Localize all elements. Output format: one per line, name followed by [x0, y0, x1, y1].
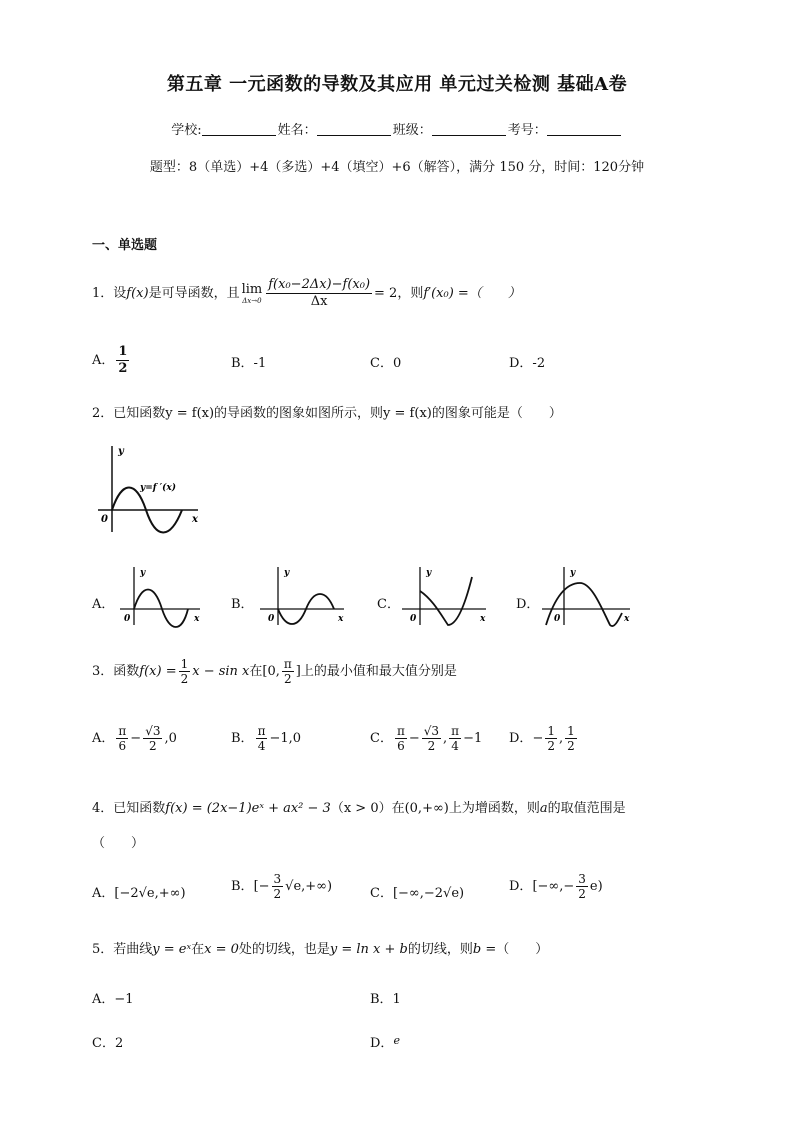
svg-text:y: y	[140, 568, 146, 578]
svg-text:y: y	[118, 446, 124, 457]
class-label: 班级：	[392, 123, 432, 138]
q2-option-a-label: A．	[92, 597, 115, 612]
id-blank	[547, 123, 621, 136]
q1-fraction: $\frac{\text{f(x₀−2Δx)−f(x₀)}}{\Delta x}$	[268, 277, 371, 309]
svg-text:y: y	[426, 568, 432, 578]
q2-option-c-graph	[398, 563, 490, 629]
q2-option-d-graph	[538, 563, 634, 629]
q2-option-b-label: B．	[231, 597, 254, 612]
question-4-paren: （ ）	[92, 836, 145, 851]
question-3: 3．函数f(x) = $\frac{1}{2}$ x − sin x在[0, $\frac{\pi}{2}$ ]上的最小值和最大值分别是	[92, 657, 457, 686]
q1-eq: = 2，则	[374, 286, 424, 301]
svg-text:0: 0	[554, 614, 561, 624]
q2-option-c-label: C．	[377, 597, 400, 612]
q1-limit: lim Δx→0	[241, 282, 263, 305]
q4-option-d: D．[−∞,− $\frac{3}{2}$ e)	[509, 872, 603, 901]
svg-text:y: y	[570, 568, 576, 578]
q5-option-d: D．$^e$	[370, 1034, 400, 1051]
q3-option-a: A． $\frac{\pi}{6}$ − $\frac{√3}{2}$ ,0	[92, 724, 177, 753]
q1-option-b: B．-1	[231, 356, 267, 371]
question-2: 2．已知函数y = f(x)的导函数的图象如图所示，则y = f(x)的图象可能是（ ）	[92, 406, 562, 421]
q2-option-d-label: D．	[516, 597, 540, 612]
svg-text:x: x	[480, 614, 486, 624]
q1-tail: f′(x₀) =（ ）	[423, 286, 521, 301]
name-blank	[317, 123, 391, 136]
q4-option-b: B．[− $\frac{3}{2}$ √e,+∞)	[231, 872, 333, 901]
svg-text:y: y	[284, 568, 290, 578]
q3-option-d: D．− $\frac{1}{2}$ , $\frac{1}{2}$	[509, 724, 575, 753]
question-5: 5．若曲线y = eˣ在x = 0处的切线，也是y = ln x + b的切线，则b =（ ）	[92, 942, 549, 957]
class-blank	[432, 123, 506, 136]
q3-option-c: C． $\frac{\pi}{6}$ − $\frac{√3}{2}$ , $\frac{\pi}{4}$ −1	[370, 724, 483, 753]
question-1	[92, 277, 521, 310]
svg-text:0: 0	[410, 614, 417, 624]
q2-option-a-graph	[116, 563, 204, 629]
id-label: 考号：	[507, 123, 547, 138]
q5-option-a: A．−1	[92, 992, 134, 1007]
q5-option-b: B．1	[370, 992, 401, 1007]
student-info-line	[0, 119, 794, 138]
question-4: 4．已知函数f(x) = (2x−1)eˣ + ax² − 3（x > 0）在(0,+∞)上为增函数，则a的取值范围是	[92, 801, 626, 816]
q4-option-c: C．[−∞,−2√e)	[370, 886, 465, 901]
q1-mid: 是可导函数，且	[148, 286, 240, 301]
derivative-graph	[94, 440, 204, 536]
q5-option-c: C．2	[92, 1036, 124, 1051]
q3-option-b: B． $\frac{\pi}{4}$ −1,0	[231, 724, 302, 753]
school-label: 学校:	[171, 123, 202, 138]
svg-text:0: 0	[268, 614, 275, 624]
svg-text:x: x	[194, 614, 200, 624]
section-title: 一、单选题	[92, 238, 158, 253]
q1-fx: f(x)	[126, 286, 149, 301]
svg-text:x: x	[192, 514, 198, 525]
school-blank	[202, 123, 276, 136]
page-title: 第五章 一元函数的导数及其应用 单元过关检测 基础A卷	[166, 74, 628, 95]
q2-option-b-graph	[256, 563, 348, 629]
svg-text:0: 0	[124, 614, 131, 624]
svg-text:x: x	[338, 614, 344, 624]
svg-text:0: 0	[101, 514, 108, 525]
svg-text:y=f ′(x): y=f ′(x)	[140, 483, 177, 493]
q1-option-d: D．-2	[509, 356, 546, 371]
exam-meta: 题型：8（单选）+4（多选）+4（填空）+6（解答），满分 150 分，时间：120分钟	[149, 160, 645, 175]
name-label: 姓名：	[277, 123, 317, 138]
q1-option-c: C．0	[370, 356, 402, 371]
q1-option-a: A． $\frac{1}{2}$	[92, 344, 128, 376]
q4-option-a: A．[−2√e,+∞)	[92, 886, 186, 901]
svg-text:x: x	[624, 614, 630, 624]
q1-prefix: 1．设	[92, 286, 127, 301]
